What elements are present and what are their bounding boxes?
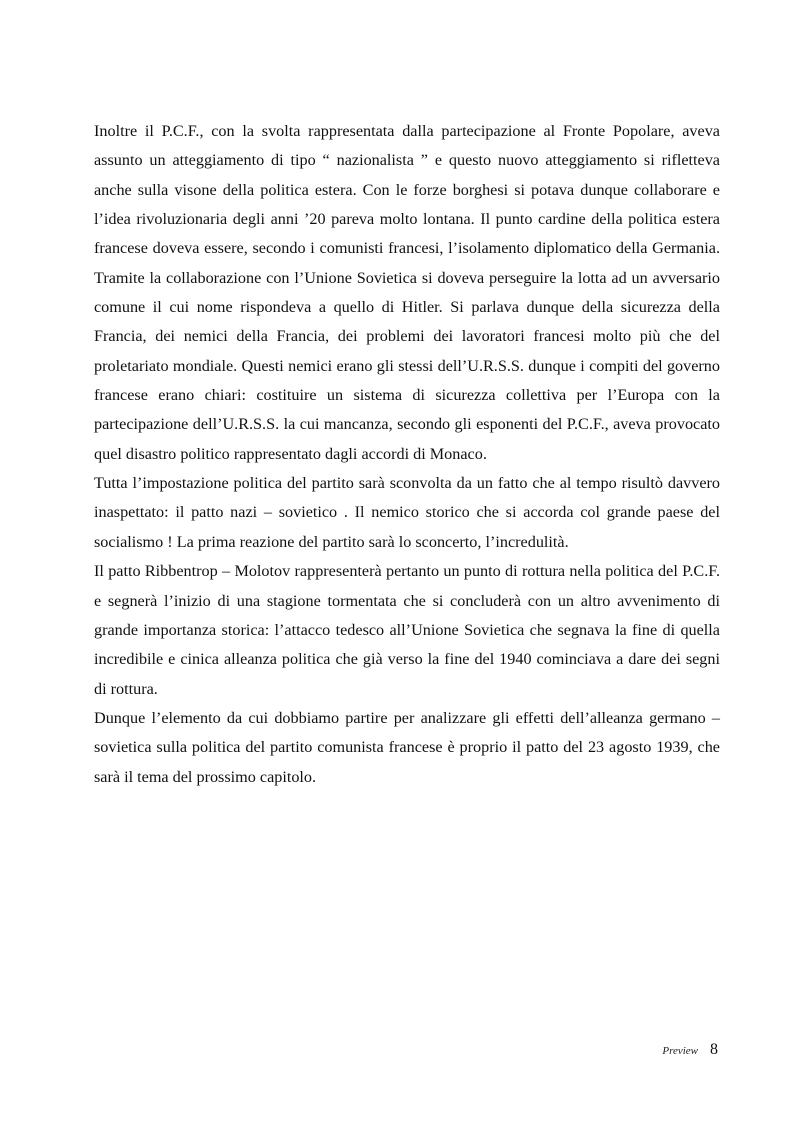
- paragraph-3: Il patto Ribbentrop – Molotov rappresenterà pertanto un punto di rottura nella politica del P.C.F. e segnerà l’inizio di una stagione tormentata che si concluderà con un altro avvenimento di grande importanza storica: l’attacco tedesco all’Unione Sovietica che segnava la fine di quella incredibile e cinica alleanza politica che già verso la fine del 1940 cominciava a dare dei segni di rottura.: [94, 562, 720, 698]
- body-text: [94, 117, 720, 792]
- page-footer: [662, 1041, 718, 1059]
- preview-label: Preview: [662, 1045, 698, 1057]
- paragraph-1: Inoltre il P.C.F., con la svolta rappresentata dalla partecipazione al Fronte Popolare, aveva assunto un atteggiamento di tipo “ nazionalista ” e questo nuovo atteggiamento si rifletteva anche sulla visone della politica estera. Con le forze borghesi si potava dunque collaborare e l’idea rivoluzionaria degli anni ’20 pareva molto lontana. Il punto cardine della politica estera francese doveva essere, secondo i comunisti francesi, l’isolamento diplomatico della Germania. Tramite la collaborazione con l’Unione Sovietica si doveva perseguire la lotta ad un avversario comune il cui nome rispondeva a quello di Hitler. Si parlava dunque della sicurezza della Francia, dei nemici della Francia, dei problemi dei lavoratori francesi molto più che del proletariato mondiale. Questi nemici erano gli stessi dell’U.R.S.S. dunque i compiti del governo francese erano chiari: costituire un sistema di sicurezza collettiva per l’Europa con la partecipazione dell’U.R.S.S. la cui mancanza, secondo gli esponenti del P.C.F., aveva provocato quel disastro politico rappresentato dagli accordi di Monaco.: [94, 122, 720, 463]
- page-number: 8: [710, 1041, 718, 1058]
- paragraph-2: Tutta l’impostazione politica del partito sarà sconvolta da un fatto che al tempo risultò davvero inaspettato: il patto nazi – sovietico . Il nemico storico che si accorda col grande paese del socialismo ! La prima reazione del partito sarà lo sconcerto, l’incredulità.: [94, 474, 720, 551]
- paragraph-4: Dunque l’elemento da cui dobbiamo partire per analizzare gli effetti dell’alleanza germano – sovietica sulla politica del partito comunista francese è proprio il patto del 23 agosto 1939, che sarà il tema del prossimo capitolo.: [94, 708, 720, 786]
